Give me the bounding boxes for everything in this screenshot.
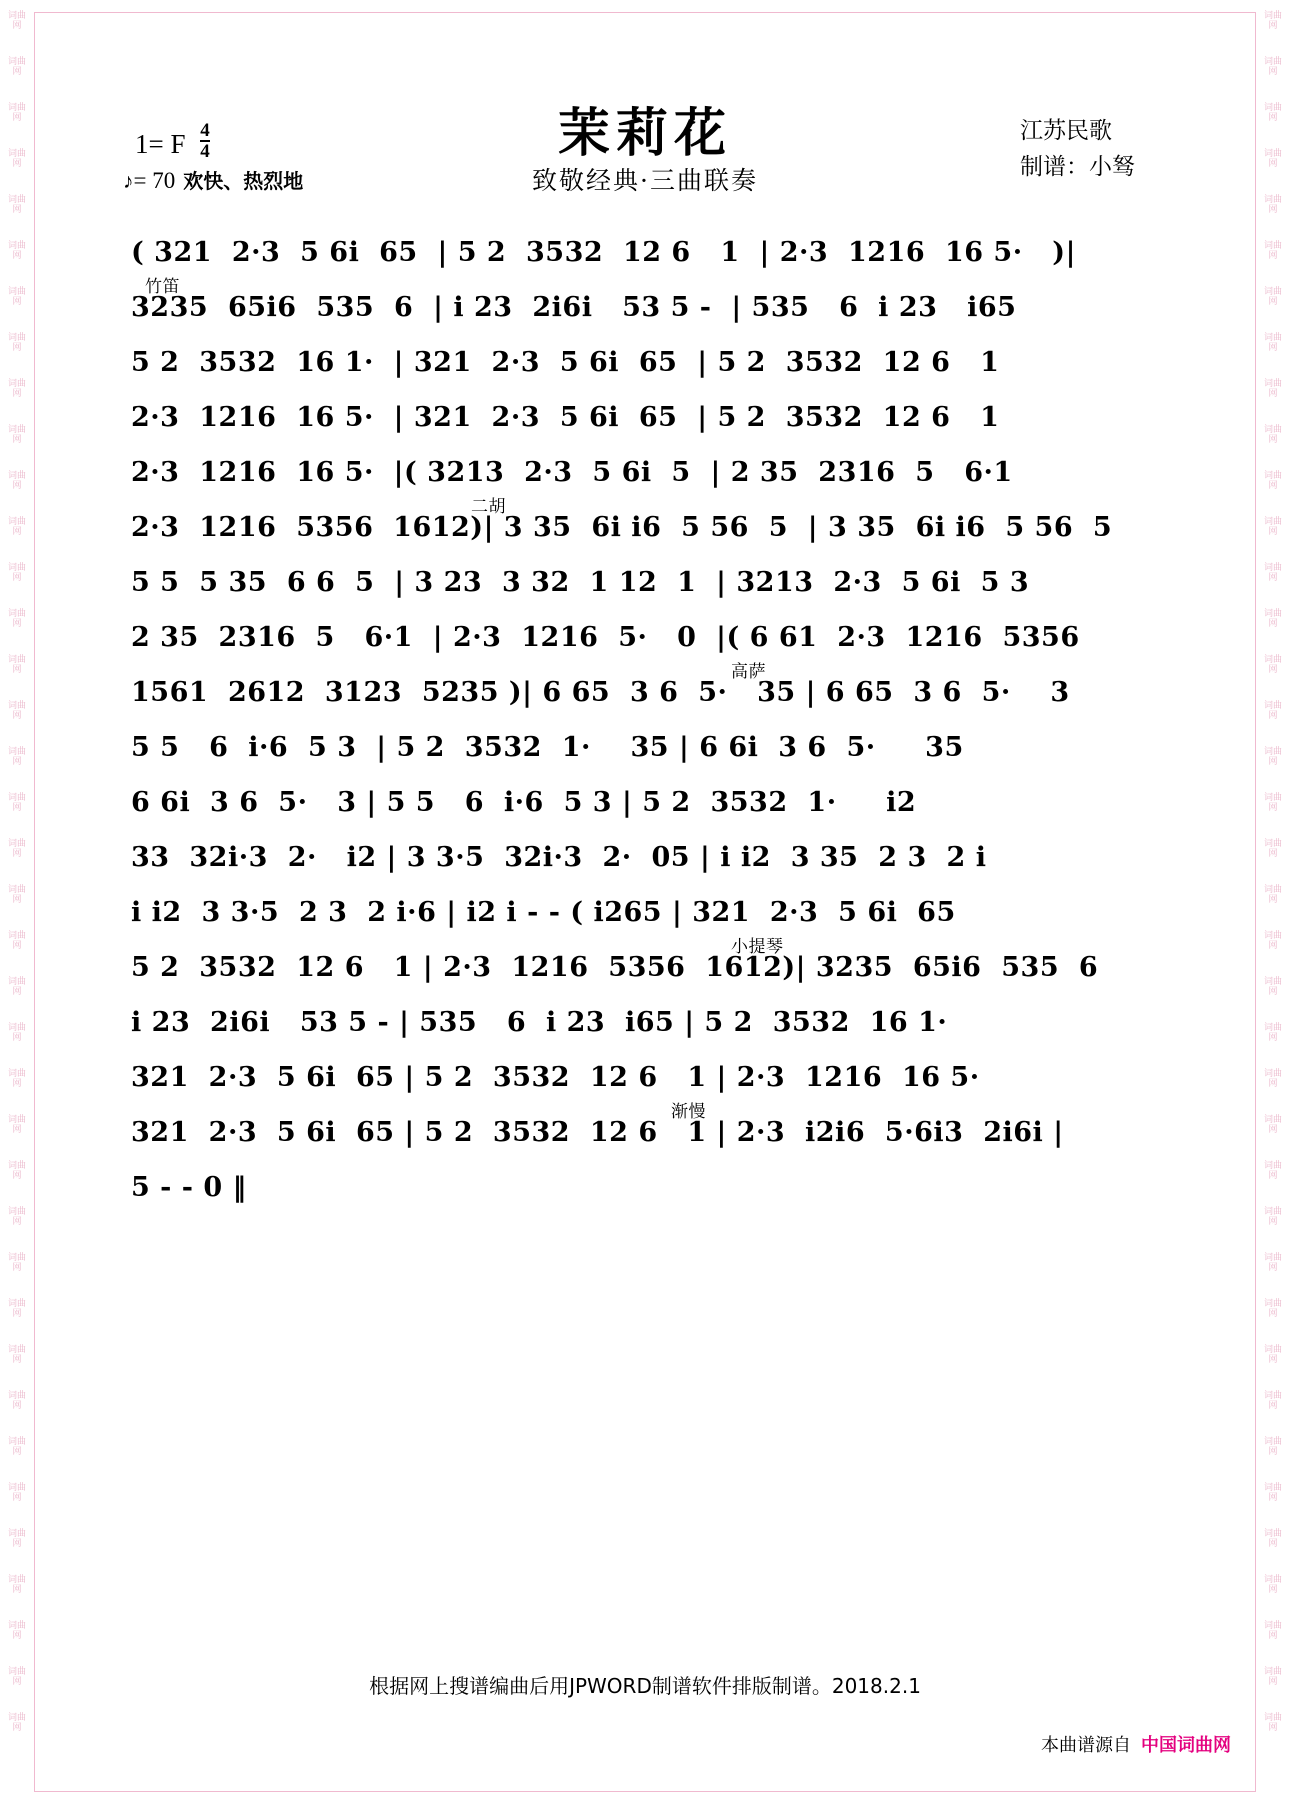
quarter-note-icon: ♪ — [123, 169, 134, 193]
watermark: 词曲网 — [7, 1206, 26, 1226]
music-line — [131, 555, 1151, 610]
watermark: 词曲网 — [1263, 1022, 1282, 1042]
watermark: 词曲网 — [7, 1298, 26, 1318]
watermark: 词曲网 — [7, 608, 26, 628]
watermark: 词曲网 — [1263, 1712, 1282, 1732]
watermark: 词曲网 — [1263, 424, 1282, 444]
watermark: 词曲网 — [1263, 654, 1282, 674]
watermark: 词曲网 — [7, 976, 26, 996]
watermark: 词曲网 — [1263, 1666, 1282, 1686]
source-site-link[interactable]: 中国词曲网 — [1141, 1735, 1231, 1756]
watermark: 词曲网 — [7, 424, 26, 444]
sheet-frame — [34, 12, 1256, 1792]
watermark: 词曲网 — [7, 194, 26, 214]
watermark: 词曲网 — [1263, 1482, 1282, 1502]
watermark: 词曲网 — [1263, 884, 1282, 904]
watermark: 词曲网 — [7, 1482, 26, 1502]
credit-arranger: 制谱：小驽 — [1020, 154, 1135, 180]
watermark: 词曲网 — [1263, 332, 1282, 352]
watermark: 词曲网 — [1263, 148, 1282, 168]
music-line — [131, 225, 1151, 280]
watermark: 词曲网 — [7, 700, 26, 720]
watermark: 词曲网 — [1263, 1298, 1282, 1318]
music-line-text: 5 5 6 i·6 5 3 | 5 2 3532 1· 35 | 6 6i 3 6 5· 35 — [131, 732, 964, 763]
watermark: 词曲网 — [1263, 1068, 1282, 1088]
music-line-text: 5 2 3532 12 6 1 | 2·3 1216 5356 1612)| 3235 65i6 535 6 — [131, 952, 1099, 983]
instrument-label-gaosa: 高萨 — [731, 662, 766, 682]
music-line-text: i 23 2i6i 53 5 - | 535 6 i 23 i65 | 5 2 3532 16 1· — [131, 1007, 948, 1038]
music-line-text: ( 321 2·3 5 6i 65 | 5 2 3532 12 6 1 | 2·3 1216 16 5· )| — [131, 237, 1076, 268]
time-signature-numerator: 4 — [200, 120, 210, 141]
page-title: 茉莉花 — [557, 103, 732, 164]
watermark: 词曲网 — [1263, 976, 1282, 996]
music-line-text: 321 2·3 5 6i 65 | 5 2 3532 12 6 1 | 2·3 1216 16 5· — [131, 1062, 980, 1093]
music-line-text: 5 - - 0 ‖ — [131, 1172, 247, 1203]
music-line — [131, 662, 1151, 720]
watermark: 词曲网 — [7, 930, 26, 950]
page-subtitle: 致敬经典·三曲联奏 — [532, 166, 758, 195]
music-line — [131, 885, 1151, 940]
music-line — [131, 277, 1151, 335]
tempo-change-label-ritard: 渐慢 — [671, 1102, 706, 1122]
music-line-text: 2·3 1216 16 5· |( 3213 2·3 5 6i 5 | 2 35 2316 5 6·1 — [131, 457, 1013, 488]
watermark: 词曲网 — [7, 1528, 26, 1548]
watermark: 词曲网 — [1263, 1252, 1282, 1272]
watermark: 词曲网 — [7, 10, 26, 30]
watermark: 词曲网 — [7, 148, 26, 168]
watermark: 词曲网 — [1263, 608, 1282, 628]
music-line — [131, 497, 1151, 555]
watermark: 词曲网 — [7, 516, 26, 536]
watermark: 词曲网 — [1263, 1390, 1282, 1410]
music-notation — [131, 225, 1151, 1215]
music-line-text: 6 6i 3 6 5· 3 | 5 5 6 i·6 5 3 | 5 2 3532 1· i2 — [131, 787, 917, 818]
music-line — [131, 1160, 1151, 1215]
watermark: 词曲网 — [7, 240, 26, 260]
watermark: 词曲网 — [7, 1022, 26, 1042]
watermark: 词曲网 — [7, 1712, 26, 1732]
music-line — [131, 390, 1151, 445]
music-line-text: 5 5 5 35 6 6 5 | 3 23 3 32 1 12 1 | 3213 2·3 5 6i 5 3 — [131, 567, 1030, 598]
watermark: 词曲网 — [1263, 930, 1282, 950]
watermark: 词曲网 — [7, 1114, 26, 1134]
music-line — [131, 937, 1151, 995]
tempo-value: = 70 — [133, 168, 176, 193]
watermark: 词曲网 — [1263, 1114, 1282, 1134]
watermark: 词曲网 — [7, 56, 26, 76]
instrument-label-dizi: 竹笛 — [145, 277, 180, 297]
watermark: 词曲网 — [7, 1252, 26, 1272]
watermark: 词曲网 — [7, 102, 26, 122]
watermark: 词曲网 — [1263, 516, 1282, 536]
watermark: 词曲网 — [7, 1160, 26, 1180]
instrument-label-violin: 小提琴 — [731, 937, 784, 957]
time-signature-denominator: 4 — [200, 141, 210, 162]
instrument-label-erhu: 二胡 — [471, 497, 506, 517]
watermark-column-right — [1256, 0, 1290, 1804]
music-line-text: 2·3 1216 16 5· | 321 2·3 5 6i 65 | 5 2 3532 12 6 1 — [131, 402, 1000, 433]
watermark: 词曲网 — [1263, 102, 1282, 122]
watermark: 词曲网 — [7, 792, 26, 812]
watermark: 词曲网 — [1263, 1436, 1282, 1456]
source-attribution — [1041, 1731, 1231, 1757]
watermark: 词曲网 — [1263, 470, 1282, 490]
music-line — [131, 1050, 1151, 1105]
watermark: 词曲网 — [1263, 1574, 1282, 1594]
music-line-text: 1561 2612 3123 5235 )| 6 65 3 6 5· 35 | 6 65 3 6 5· 3 — [131, 677, 1070, 708]
watermark: 词曲网 — [7, 378, 26, 398]
watermark: 词曲网 — [7, 562, 26, 582]
watermark: 词曲网 — [1263, 700, 1282, 720]
watermark: 词曲网 — [7, 884, 26, 904]
watermark: 词曲网 — [7, 332, 26, 352]
mood-marking: 欢快、热烈地 — [183, 169, 304, 193]
watermark: 词曲网 — [7, 1436, 26, 1456]
watermark: 词曲网 — [7, 746, 26, 766]
music-line-text: 5 2 3532 16 1· | 321 2·3 5 6i 65 | 5 2 3532 12 6 1 — [131, 347, 1000, 378]
watermark: 词曲网 — [7, 1620, 26, 1640]
watermark: 词曲网 — [1263, 240, 1282, 260]
key-signature-text: 1= F — [135, 129, 186, 159]
music-line — [131, 335, 1151, 390]
watermark: 词曲网 — [7, 1390, 26, 1410]
watermark: 词曲网 — [1263, 1620, 1282, 1640]
music-line-text: 2 35 2316 5 6·1 | 2·3 1216 5· 0 |( 6 61 2·3 1216 5356 — [131, 622, 1080, 653]
credits — [1020, 113, 1135, 185]
music-line — [131, 995, 1151, 1050]
watermark: 词曲网 — [1263, 746, 1282, 766]
music-line — [131, 610, 1151, 665]
watermark: 词曲网 — [1263, 1160, 1282, 1180]
watermark-column-left — [0, 0, 34, 1804]
music-line — [131, 775, 1151, 830]
music-line — [131, 1102, 1151, 1160]
music-line-text: 2·3 1216 5356 1612)| 3 35 6i i6 5 56 5 | 3 35 6i i6 5 56 5 — [131, 512, 1113, 543]
watermark: 词曲网 — [1263, 562, 1282, 582]
watermark: 词曲网 — [1263, 838, 1282, 858]
credit-composer: 江苏民歌 — [1020, 118, 1112, 144]
watermark: 词曲网 — [1263, 1206, 1282, 1226]
watermark: 词曲网 — [7, 838, 26, 858]
music-line — [131, 720, 1151, 775]
watermark: 词曲网 — [7, 1344, 26, 1364]
watermark: 词曲网 — [1263, 10, 1282, 30]
watermark: 词曲网 — [1263, 286, 1282, 306]
music-line-text: 321 2·3 5 6i 65 | 5 2 3532 12 6 1 | 2·3 i2i6 5·6i3 2i6i | — [131, 1117, 1064, 1148]
watermark: 词曲网 — [7, 1574, 26, 1594]
source-label: 本曲谱源自 — [1041, 1735, 1131, 1756]
watermark: 词曲网 — [7, 1666, 26, 1686]
watermark: 词曲网 — [7, 654, 26, 674]
watermark: 词曲网 — [1263, 792, 1282, 812]
watermark: 词曲网 — [7, 286, 26, 306]
music-line-text: 3235 65i6 535 6 | i 23 2i6i 53 5 - | 535 6 i 23 i65 — [131, 292, 1017, 323]
watermark: 词曲网 — [1263, 1528, 1282, 1548]
watermark: 词曲网 — [1263, 1344, 1282, 1364]
watermark: 词曲网 — [1263, 194, 1282, 214]
watermark: 词曲网 — [1263, 378, 1282, 398]
music-line — [131, 445, 1151, 500]
music-line — [131, 830, 1151, 885]
footer-note: 根据网上搜谱编曲后用JPWORD制谱软件排版制谱。2018.2.1 — [369, 1674, 921, 1698]
watermark: 词曲网 — [7, 470, 26, 490]
music-line-text: i i2 3 3·5 2 3 2 i·6 | i2 i - - ( i265 | 321 2·3 5 6i 65 — [131, 897, 956, 928]
watermark: 词曲网 — [7, 1068, 26, 1088]
music-line-text: 33 32i·3 2· i2 | 3 3·5 32i·3 2· 05 | i i2 3 35 2 3 2 i — [131, 842, 987, 873]
watermark: 词曲网 — [1263, 56, 1282, 76]
